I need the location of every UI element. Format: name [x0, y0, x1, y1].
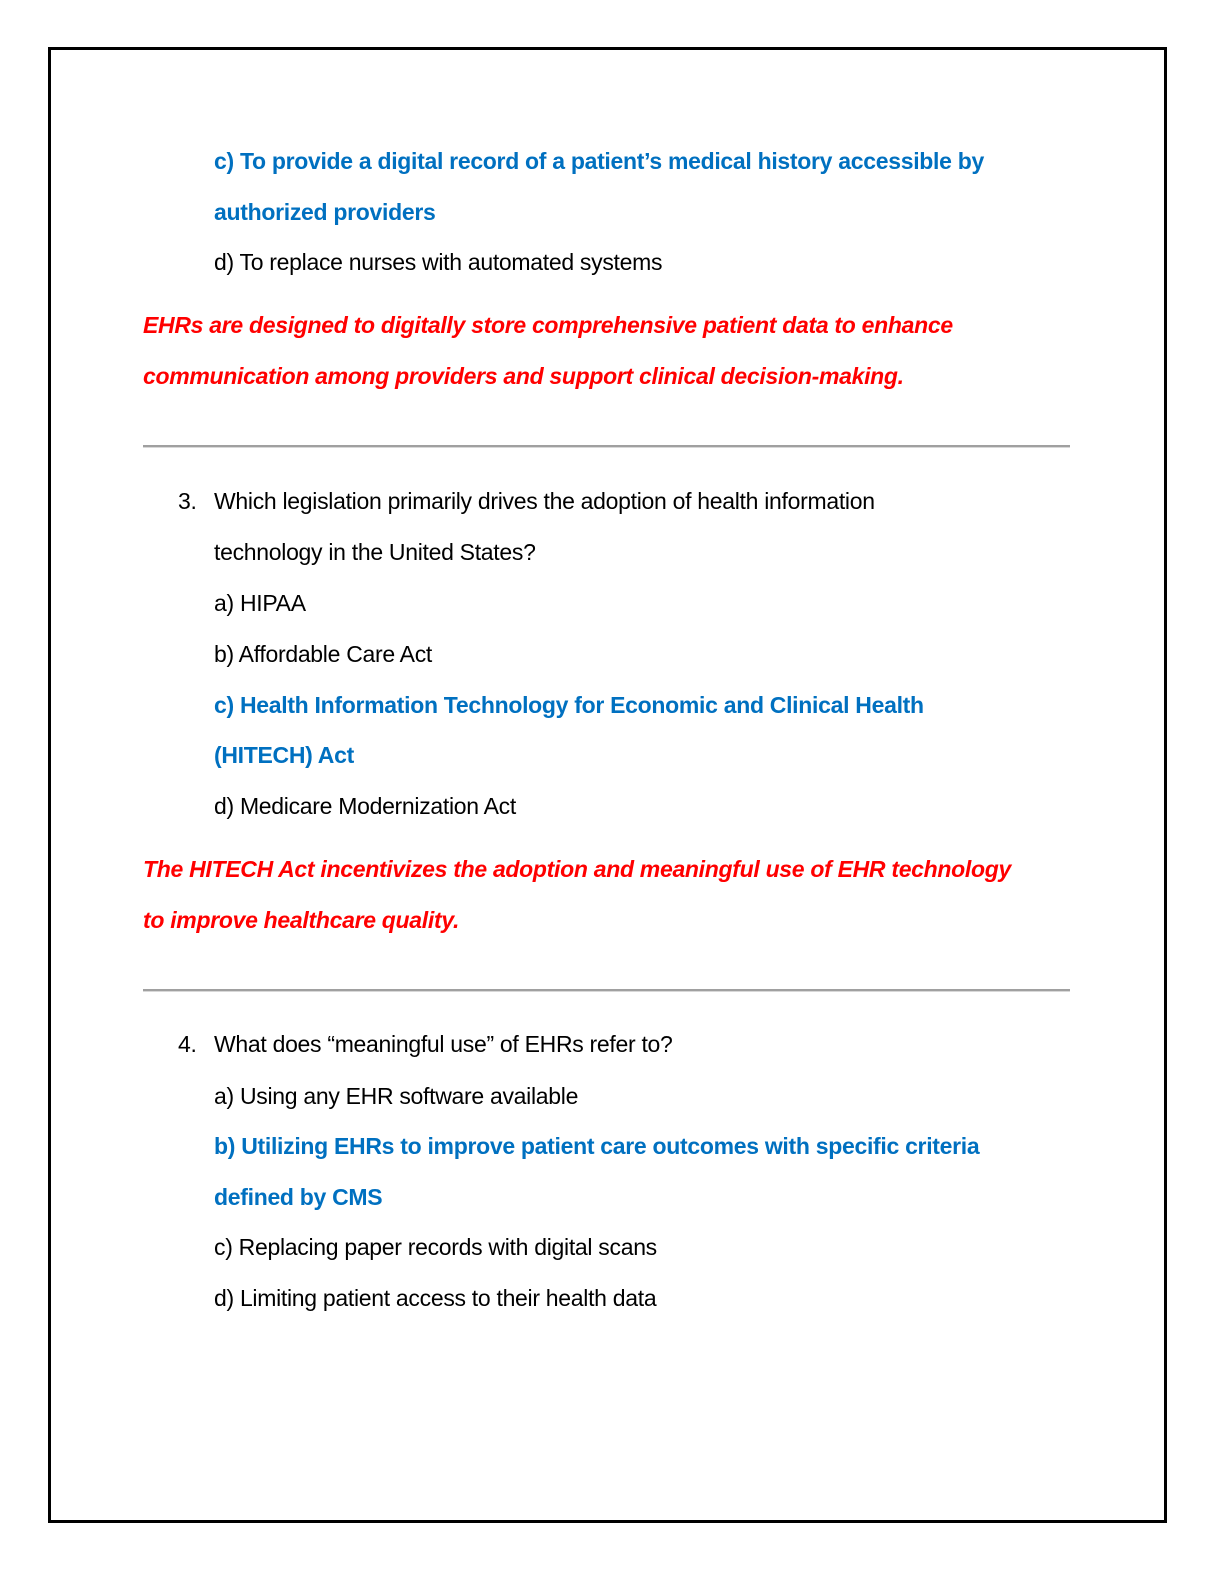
q3-number: 3.	[178, 488, 197, 514]
q3-explanation-line-2: to improve healthcare quality.	[143, 907, 460, 933]
q3-option-c-line-2: (HITECH) Act	[214, 742, 354, 768]
q2-option-c-line-2: authorized providers	[214, 199, 436, 225]
q3-option-a: a) HIPAA	[214, 590, 306, 616]
q3-explanation-line-1: The HITECH Act incentivizes the adoption and meaningful use of EHR technology	[143, 856, 1012, 882]
q2-explanation-line-1: EHRs are designed to digitally store comprehensive patient data to enhance	[143, 312, 953, 338]
q4-option-c: c) Replacing paper records with digital scans	[214, 1234, 657, 1260]
q3-question-line-2: technology in the United States?	[214, 539, 536, 565]
q4-number: 4.	[178, 1031, 197, 1057]
q2-option-c-line-1: c) To provide a digital record of a patient’s medical history accessible by	[214, 148, 984, 174]
q3-option-b: b) Affordable Care Act	[214, 641, 432, 667]
q3-question-line-1: Which legislation primarily drives the adoption of health information	[214, 488, 875, 514]
divider	[143, 989, 1070, 992]
q4-option-b-line-2: defined by CMS	[214, 1184, 383, 1210]
q3-option-d: d) Medicare Modernization Act	[214, 793, 516, 819]
q4-option-d: d) Limiting patient access to their health data	[214, 1285, 657, 1311]
q2-explanation-line-2: communication among providers and support clinical decision-making.	[143, 363, 904, 389]
q2-option-d: d) To replace nurses with automated systems	[214, 249, 663, 275]
q4-option-a: a) Using any EHR software available	[214, 1083, 579, 1109]
q3-option-c-line-1: c) Health Information Technology for Economic and Clinical Health	[214, 692, 924, 718]
q4-option-b-line-1: b) Utilizing EHRs to improve patient care outcomes with specific criteria	[214, 1133, 980, 1159]
divider	[143, 445, 1070, 448]
q4-question-line-1: What does “meaningful use” of EHRs refer to?	[214, 1031, 673, 1057]
